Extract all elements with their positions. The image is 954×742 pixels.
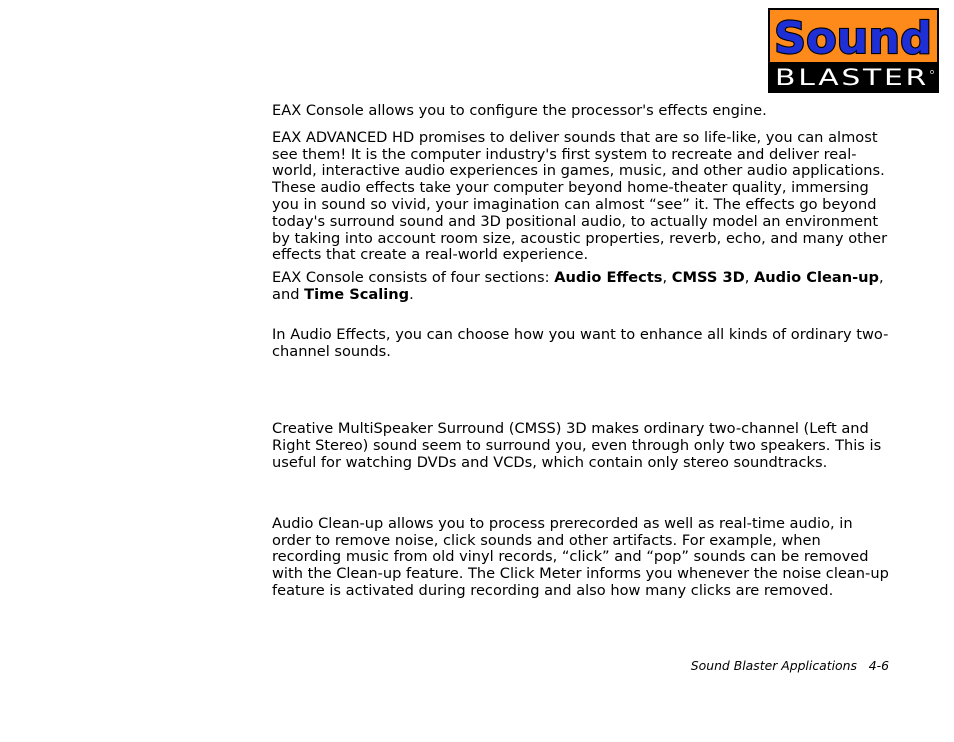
logo-sound-wordmark	[770, 10, 937, 62]
footer-section-title: Sound Blaster Applications	[690, 658, 857, 673]
paragraph-cmss-3d: Creative MultiSpeaker Surround (CMSS) 3D makes ordinary two-channel (Left and Right Stereo) sound seem to surround you, even through only two speakers. This is useful for watching DVDs and VCDs, which contain only stereo soundtracks.	[272, 420, 882, 471]
sound-blaster-logo	[768, 8, 939, 93]
section-audio-clean-up: Audio Clean-up	[754, 269, 879, 287]
sections-separator: , and	[272, 269, 884, 303]
registered-mark-icon	[930, 70, 933, 73]
section-audio-effects: Audio Effects	[554, 269, 663, 287]
paragraph-sections	[272, 270, 892, 304]
logo-sound-text: Sound	[774, 13, 932, 62]
sections-separator: ,	[744, 269, 754, 287]
logo-blaster-panel	[768, 62, 939, 93]
paragraph-audio-clean-up: Audio Clean-up allows you to process prerecorded as well as real-time audio, in order to remove noise, click sounds and other artifacts. For example, when recording music from old vinyl records, “click” and “pop” sounds can be removed with the Clean-up feature. The Click Meter informs you whenever the noise clean-up feature is activated during recording and also how many clicks are removed.	[272, 514, 889, 599]
section-time-scaling: Time Scaling	[304, 285, 410, 303]
logo-blaster-text: BLASTER	[775, 66, 929, 91]
sections-prefix: EAX Console consists of four sections:	[272, 269, 555, 287]
section-cmss-3d: CMSS 3D	[671, 269, 745, 287]
main-content	[272, 103, 892, 600]
footer-page-number: 4-6	[868, 658, 889, 673]
sections-separator: ,	[662, 269, 672, 287]
sections-suffix: .	[409, 285, 414, 303]
logo-sound-panel	[770, 10, 937, 62]
paragraph-intro: EAX Console allows you to configure the processor's effects engine.	[272, 102, 767, 119]
logo-blaster-wordmark	[768, 62, 939, 93]
page-footer	[600, 658, 889, 673]
paragraph-audio-effects: In Audio Effects, you can choose how you want to enhance all kinds of ordinary two-channel sounds.	[272, 325, 889, 360]
paragraph-eax-advanced-hd: EAX ADVANCED HD promises to deliver sounds that are so life-like, you can almost see them! It is the computer industry's first system to recreate and deliver real-world, interactive audio experiences in games, music, and other audio applications. These audio effects take your computer beyond home-theater quality, immersing you in sound so vivid, your imagination can almost “see” it. The effects go beyond today's surround sound and 3D positional audio, to actually model an environment by taking into account room size, acoustic properties, reverb, echo, and many other effects that create a real-world experience.	[272, 128, 888, 264]
